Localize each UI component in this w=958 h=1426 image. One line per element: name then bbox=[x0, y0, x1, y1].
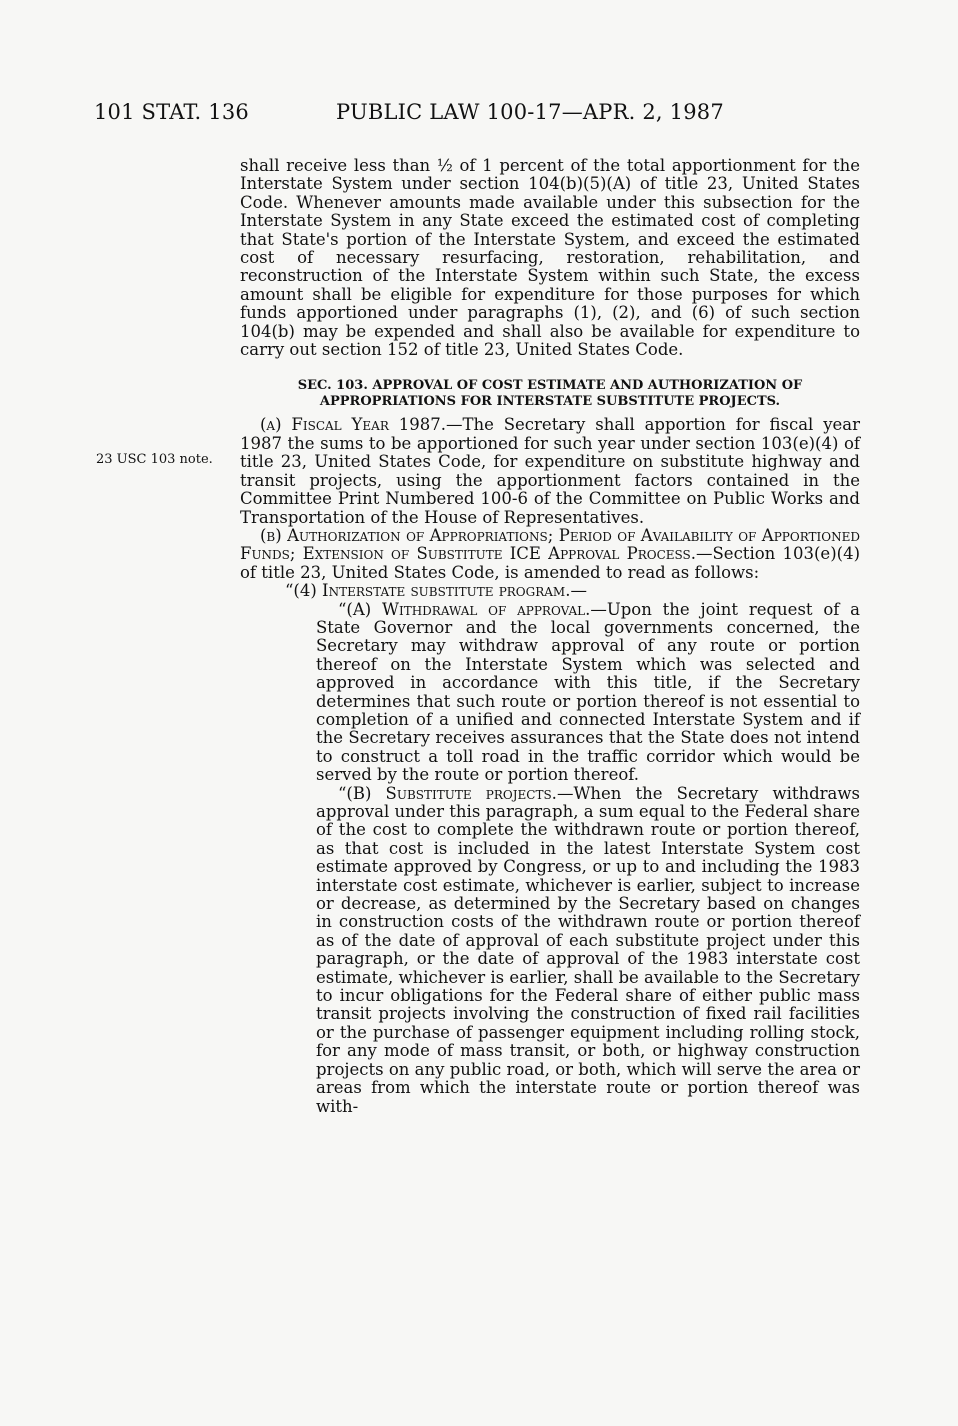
public-law-header: PUBLIC LAW 100-17—APR. 2, 1987 bbox=[336, 100, 724, 124]
paragraph-b-text: —Section 103(e)(4) of title 23, United States Code, is amended to read as follows: bbox=[240, 544, 861, 582]
paragraph-a-text: —The Secretary shall apportion for fiscal year 1987 the sums to be apportioned for such year under section 103(e)(4) of title 23, United States Code, for expenditure on substitute highway and transit projects, using the apportionment factors contained in the Committee Print Numbered 100-6 of the Committee on Public Works and Transportation of the House of Representatives. bbox=[240, 415, 861, 527]
subsection-4-heading bbox=[240, 582, 860, 600]
statute-page-number: 101 STAT. 136 bbox=[94, 100, 249, 124]
subparagraph-a-label: “(A) Withdrawal of approval. bbox=[338, 599, 591, 619]
paragraph-b-label: (b) Authorization of Appropriations; Period of Availability of Apportioned Funds; Extension of Substitute ICE Approval Process. bbox=[240, 525, 860, 564]
paragraph-a bbox=[240, 416, 860, 526]
subparagraph-b-text: —When the Secretary withdraws approval under this paragraph, a sum equal to the Federal share of the cost to complete the withdrawn route or portion thereof, as that cost is included in the latest Interstate System cost estimate approved by Congress, or up to and including the 1983 interstate cost estimate, whichever is earlier, subject to increase or decrease, as determined by the Secretary based on changes in construction costs of the withdrawn route or portion thereof as of the date of approval of each substitute project under this paragraph, or the date of approval of the 1983 interstate cost estimate, whichever is earlier, shall be available to the Secretary to incur obligations for the Federal share of either public mass transit projects involving the construction of fixed rail facilities or the purchase of passenger equipment including rolling stock, for any mode of mass transit, or both, or highway construction projects on any public road, or both, which will serve the area or areas from which the interstate route or portion thereof was with- bbox=[316, 783, 861, 1116]
paragraph-b bbox=[240, 527, 860, 582]
subparagraph-a-text: —Upon the joint request of a State Governor and the local governments concerned, the Secretary may withdraw approval of any route or portion thereof on the Interstate System which was selected and approved in accordance with this title, if the Secretary determines that such route or portion thereof is not essential to completion of a unified and connected Interstate System and if the Secretary receives assurances that the State does not intend to construct a toll road in the traffic corridor which would be served by the route or portion thereof. bbox=[316, 599, 860, 785]
paragraph-a-label: (a) Fiscal Year 1987. bbox=[260, 415, 446, 435]
margin-note: 23 USC 103 note. bbox=[96, 452, 213, 467]
subparagraph-b bbox=[316, 785, 860, 1116]
subsection-4-label: “(4) Interstate substitute program.— bbox=[285, 581, 587, 601]
body-text bbox=[240, 157, 860, 1116]
subparagraph-b-label: “(B) Substitute projects. bbox=[338, 783, 557, 803]
section-heading: SEC. 103. APPROVAL OF COST ESTIMATE AND AUTHORIZATION OF APPROPRIATIONS FOR INTERSTATE SUBSTITUTE PROJECTS. bbox=[297, 378, 803, 410]
subparagraph-a bbox=[316, 601, 860, 785]
continued-paragraph: shall receive less than ½ of 1 percent of the total apportionment for the Interstate System under section 104(b)(5)(A) of title 23, United States Code. Whenever amounts made available under this subsection for the Interstate System in any State exceed the estimated cost of completing that State's portion of the Interstate System, and exceed the estimated cost of necessary resurfacing, restoration, rehabilitation, and reconstruction of the Interstate System within such State, the excess amount shall be eligible for expenditure for those purposes for which funds apportioned under paragraphs (1), (2), and (6) of such section 104(b) may be expended and shall also be available for expenditure to carry out section 152 of title 23, United States Code. bbox=[240, 156, 860, 360]
